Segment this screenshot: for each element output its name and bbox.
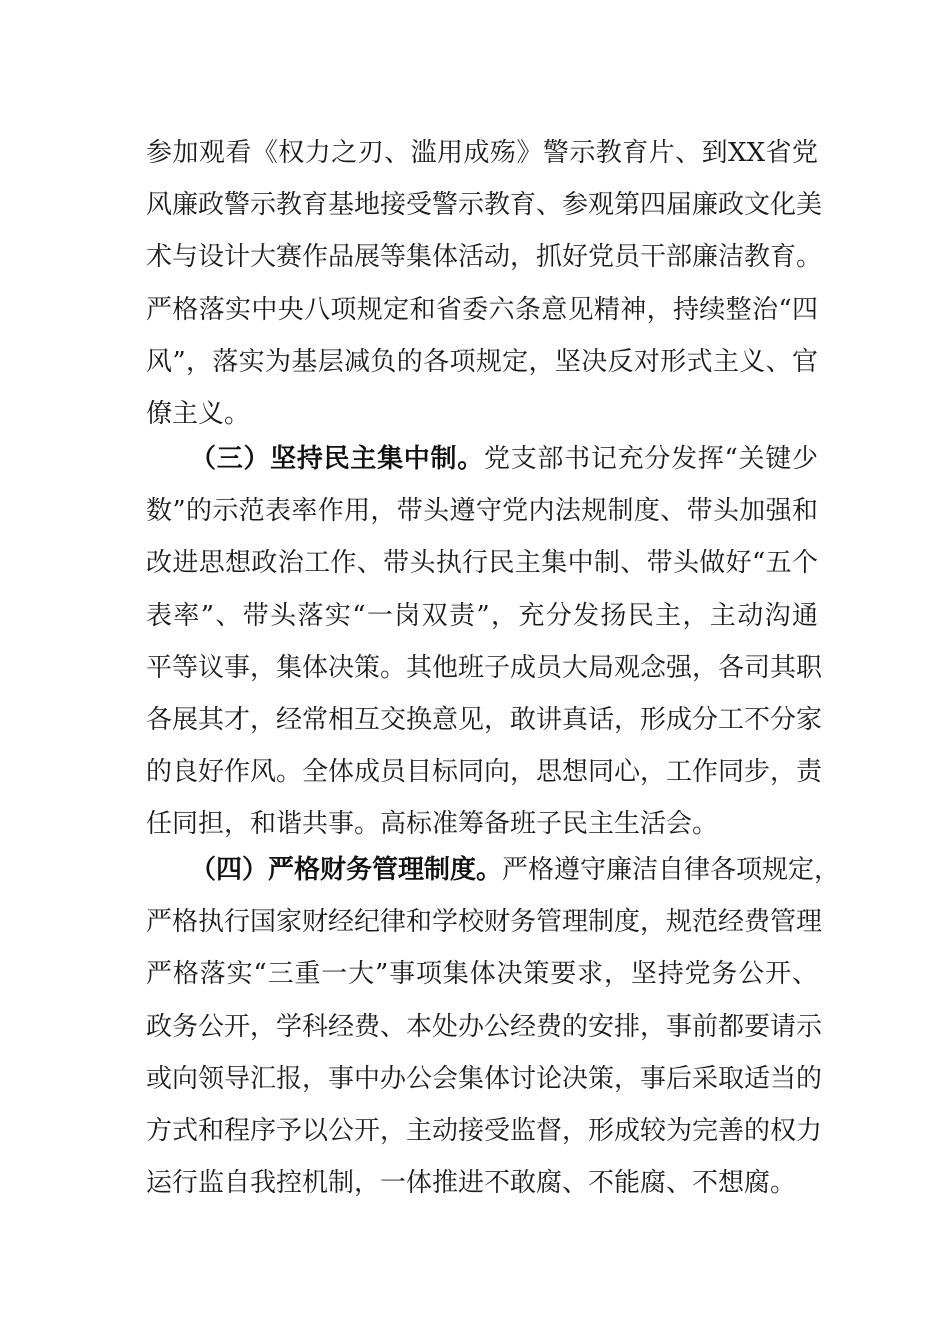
paragraph-line: 数”的示范表率作用，带头遵守党内法规制度、带头加强和 — [146, 496, 818, 527]
section-heading: （四）严格财务管理制度。 — [190, 855, 503, 885]
paragraph-democratic-centralism — [146, 433, 823, 851]
paragraph-line: 政务公开，学科经费、本处办公经费的安排，事前都要请示 — [146, 1011, 823, 1042]
paragraph-line: 表率”、带头落实“一岗双责”，充分发扬民主，主动沟通 — [146, 600, 818, 631]
paragraph-line: 任同担，和谐共事。高标准筹备班子民主生活会。 — [146, 809, 719, 840]
paragraph-line: 方式和程序予以公开，主动接受监督，形成较为完善的权力 — [146, 1115, 823, 1146]
paragraph-line: 改进思想政治工作、带头执行民主集中制、带头做好“五个 — [146, 548, 818, 579]
section-heading: （三）坚持民主集中制。 — [190, 444, 484, 474]
paragraph-line: 的良好作风。全体成员目标同向，思想同心，工作同步，责 — [146, 757, 823, 788]
paragraph-line: 风廉政警示教育基地接受警示教育、参观第四届廉政文化美 — [146, 190, 823, 221]
paragraph-line: 严格执行国家财经纪律和学校财务管理制度，规范经费管理 — [146, 907, 823, 938]
paragraph-line: 风”，落实为基层减负的各项规定，坚决反对形式主义、官 — [146, 346, 818, 377]
paragraph-financial-management — [146, 844, 841, 1209]
paragraph-line: 平等议事，集体决策。其他班子成员大局观念强，各司其职 — [146, 652, 823, 683]
paragraph-line: 严格落实“三重一大”事项集体决策要求，坚持党务公开、 — [146, 959, 818, 990]
paragraph-first-line — [146, 844, 841, 896]
paragraph-line: 参加观看《权力之刃、滥用成殇》警示教育片、到XX省党 — [146, 138, 818, 168]
paragraph-line: 严格落实中央八项规定和省委六条意见精神，持续整治“四 — [146, 294, 818, 325]
paragraph-line: 运行监自我控机制，一体推进不敢腐、不能腐、不想腐。 — [146, 1168, 797, 1199]
paragraph-first-line — [146, 433, 818, 485]
paragraph-line: 僚主义。 — [146, 398, 251, 429]
paragraph-text: 严格遵守廉洁自律各项规定， — [502, 855, 841, 885]
paragraph-party-discipline-education — [146, 127, 823, 440]
paragraph-line: 或向领导汇报，事中办公会集体讨论决策，事后采取适当的 — [146, 1063, 823, 1094]
paragraph-text: 党支部书记充分发挥“关键少 — [483, 444, 818, 474]
paragraph-line: 各展其才，经常相互交换意见，敢讲真话，形成分工不分家 — [146, 704, 823, 735]
paragraph-line: 术与设计大赛作品展等集体活动，抓好党员干部廉洁教育。 — [146, 242, 823, 273]
